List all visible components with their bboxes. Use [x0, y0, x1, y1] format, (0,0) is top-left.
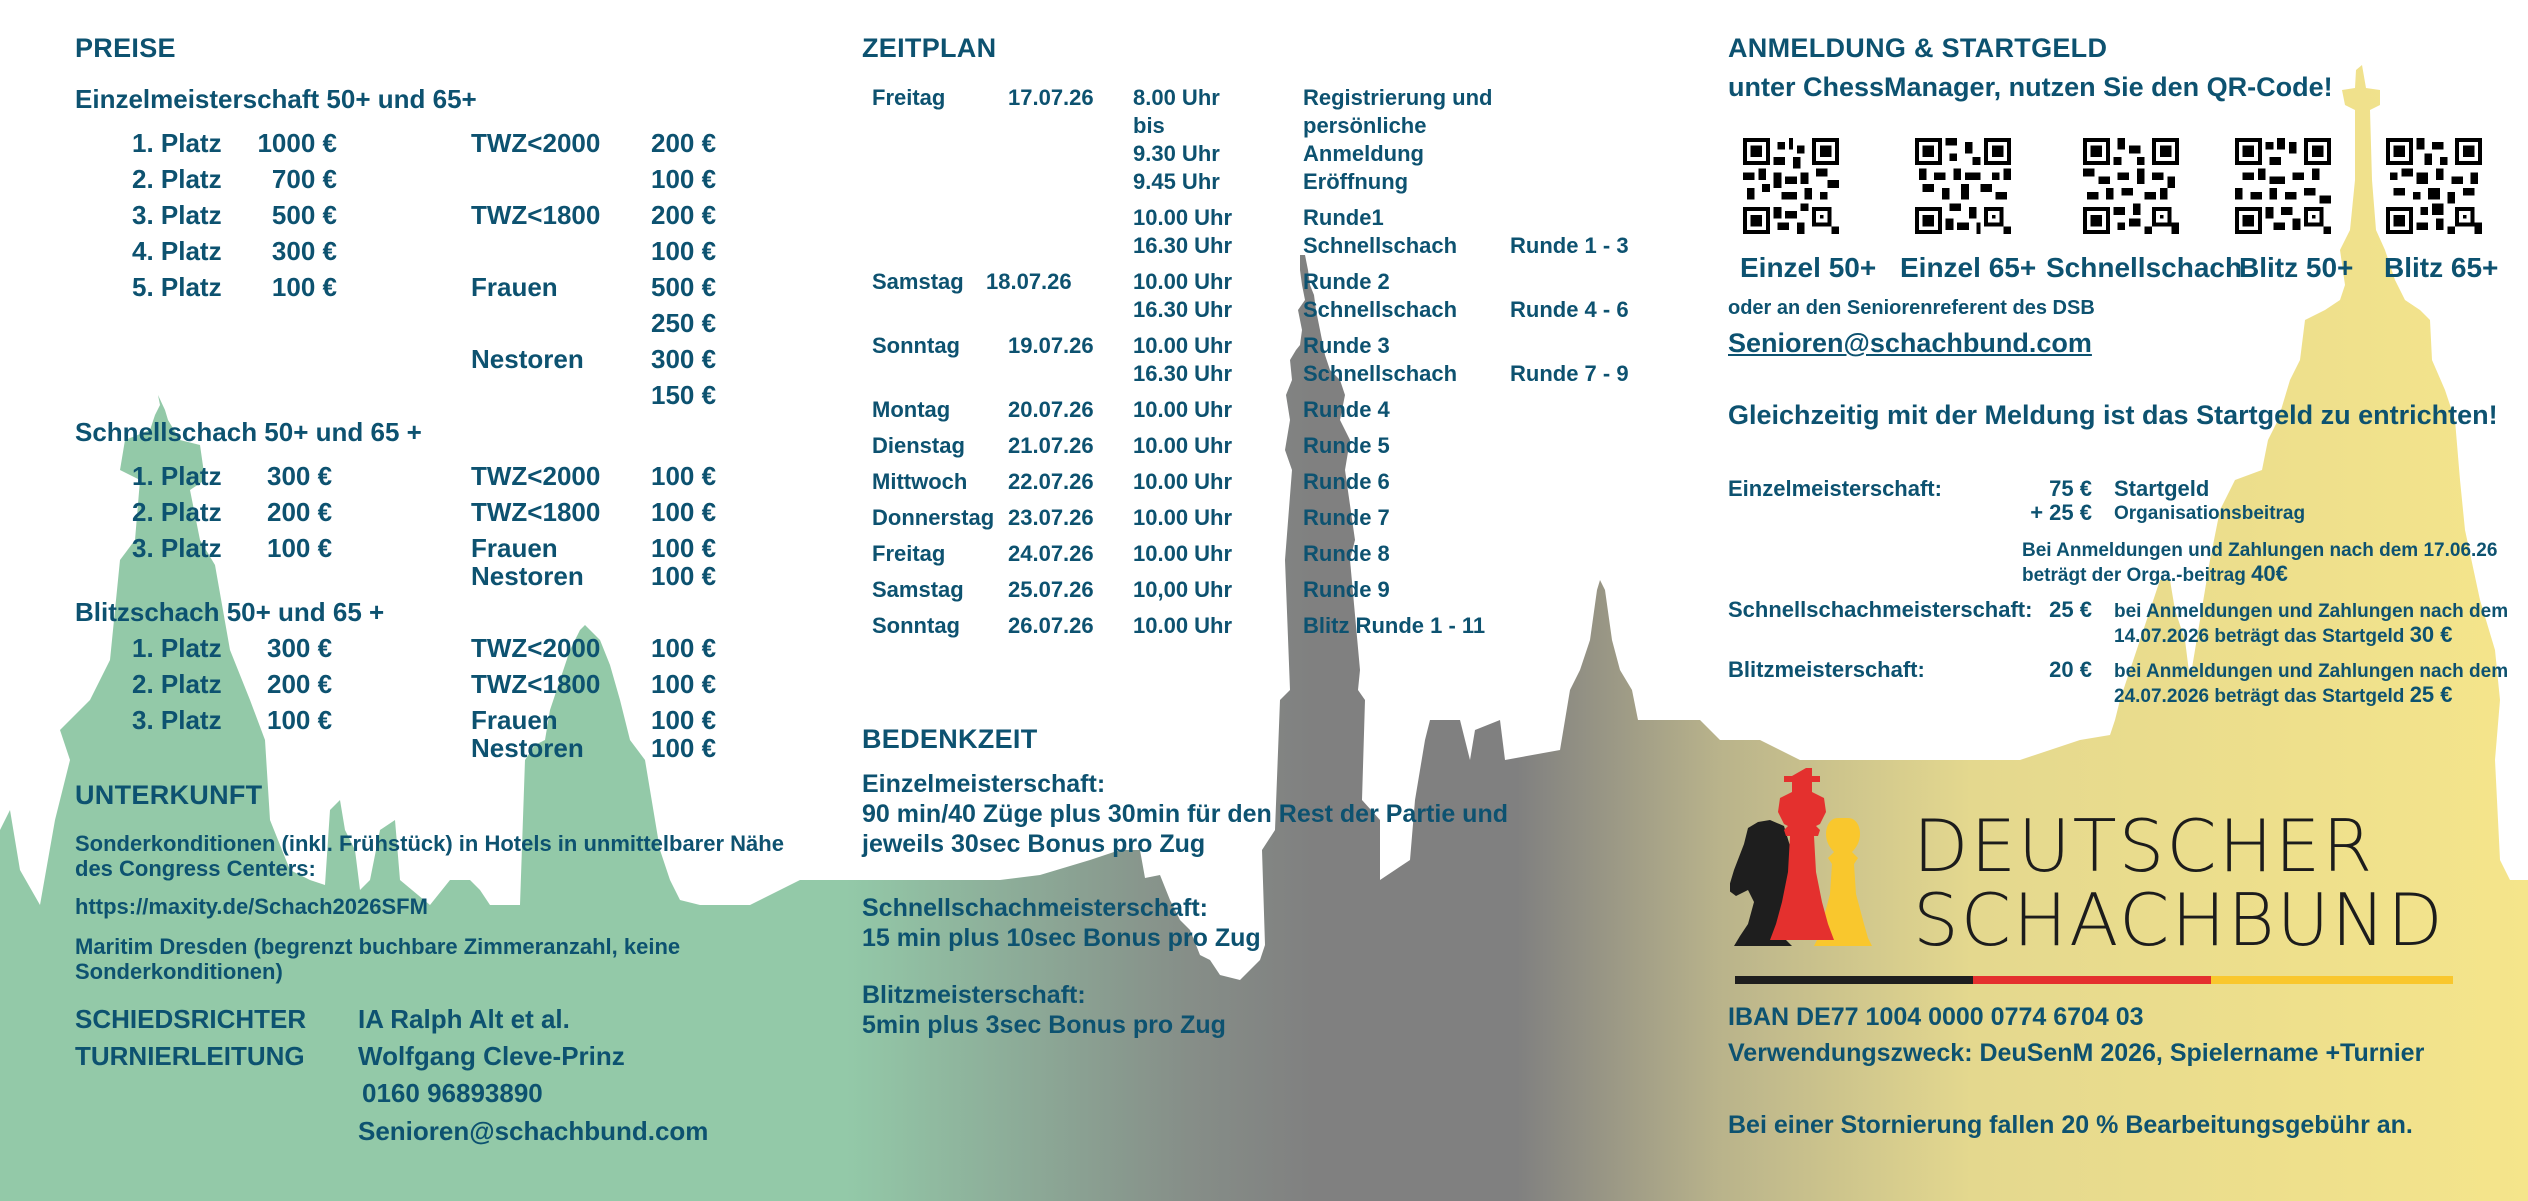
- schedule-event: Runde 5: [1303, 433, 1390, 458]
- fee-label-schnell: Schnellschachmeisterschaft:: [1728, 597, 2033, 622]
- qr-label: Einzel 65+: [1900, 252, 2037, 283]
- special-amount: 300 €: [651, 344, 717, 374]
- qr-code-icon: [1743, 138, 1839, 234]
- schedule-event: Schnellschach: [1303, 233, 1458, 258]
- prize-row: 4. Platz: [132, 236, 222, 266]
- prize-row: 2. Platz: [132, 669, 222, 699]
- special-label: Frauen: [471, 533, 558, 563]
- schedule-event: Schnellschach: [1303, 297, 1458, 322]
- schedule-time: 16.30 Uhr: [1133, 297, 1233, 322]
- schedule-event: Runde 3: [1303, 333, 1390, 358]
- anmeldung-subtitle: unter ChessManager, nutzen Sie den QR-Code!: [1728, 72, 2333, 102]
- einzel-prizes-heading: Einzelmeisterschaft 50+ und 65+: [75, 84, 477, 114]
- unterkunft-text: Sonderkonditionen (inkl. Frühstück) in Hotels in unmittelbarer Nähe des Congress Centers:: [75, 831, 784, 881]
- special-amount: 150 €: [651, 380, 717, 410]
- fee-late-einzel: Bei Anmeldungen und Zahlungen nach dem 17.06.26 beträgt der Orga.-beitrag 40€: [2022, 540, 2498, 586]
- unterkunft-heading: UNTERKUNFT: [75, 780, 263, 810]
- schedule-date: 17.07.26: [1008, 85, 1094, 110]
- schedule-event: Runde 4: [1303, 397, 1390, 422]
- schedule-day: Donnerstag: [872, 505, 995, 530]
- special-label: Nestoren: [471, 561, 584, 591]
- schedule-day: Sonntag: [872, 333, 960, 358]
- schedule-date: 22.07.26: [1008, 469, 1094, 494]
- schedule-extra: Runde 1 - 3: [1510, 233, 1629, 258]
- schedule-day: Samstag: [872, 269, 964, 294]
- schedule-time: 10.00 Uhr: [1133, 505, 1233, 530]
- alt-registration-text: oder an den Seniorenreferent des DSB: [1728, 297, 2095, 319]
- fee-desc-orga: Organisationsbeitrag: [2114, 503, 2306, 524]
- special-label: Frauen: [471, 272, 558, 302]
- prize-amount: 100 €: [267, 705, 333, 735]
- schedule-day: Freitag: [872, 541, 946, 566]
- schedule-event: Runde 7: [1303, 505, 1390, 530]
- schedule-event: Runde 9: [1303, 577, 1390, 602]
- special-label: TWZ<1800: [471, 669, 601, 699]
- schedule-date: 25.07.26: [1008, 577, 1094, 602]
- preise-heading: PREISE: [75, 33, 176, 63]
- schedule-event: Blitz Runde 1 - 11: [1303, 613, 1486, 638]
- special-amount: 100 €: [651, 633, 717, 663]
- prize-amount: 1000 €: [257, 128, 337, 158]
- special-amount: 100 €: [651, 561, 717, 591]
- qr-code-icon: [2386, 138, 2482, 234]
- schedule-time: 10.00 Uhr: [1133, 205, 1233, 230]
- hotel-link[interactable]: https://maxity.de/Schach2026SFM: [75, 894, 428, 919]
- prize-row: 2. Platz: [132, 164, 222, 194]
- bedenkzeit-blitz: Blitzmeisterschaft: 5min plus 3sec Bonus pro Zug: [862, 981, 1226, 1039]
- qr-code-einzel-65[interactable]: [1915, 138, 2011, 234]
- prize-row: 3. Platz: [132, 200, 222, 230]
- chess-pieces-logo-icon: [1730, 768, 1890, 950]
- special-amount: 100 €: [651, 461, 717, 491]
- schedule-date: 24.07.26: [1008, 541, 1094, 566]
- schedule-event: Eröffnung: [1303, 169, 1409, 194]
- schedule-time: bis: [1133, 113, 1165, 138]
- schedule-day: Freitag: [872, 85, 946, 110]
- special-amount: 100 €: [651, 236, 717, 266]
- prize-amount: 700 €: [271, 164, 337, 194]
- contact-phone[interactable]: 0160 96893890: [362, 1078, 543, 1108]
- schedule-event: Runde1: [1303, 205, 1384, 230]
- special-label: TWZ<2000: [471, 633, 601, 663]
- prize-row: 1. Platz: [132, 461, 222, 491]
- schedule-time: 9.30 Uhr: [1133, 141, 1220, 166]
- special-amount: 100 €: [651, 669, 717, 699]
- iban-text: IBAN DE77 1004 0000 0774 6704 03: [1728, 1003, 2144, 1031]
- prize-amount: 300 €: [267, 633, 333, 663]
- turnierleitung-name: Wolfgang Cleve-Prinz: [358, 1041, 625, 1071]
- schedule-time: 10.00 Uhr: [1133, 433, 1233, 458]
- prize-row: 2. Platz: [132, 497, 222, 527]
- schedule-day: Samstag: [872, 577, 964, 602]
- schedule-event: Runde 2: [1303, 269, 1390, 294]
- maritim-text: Maritim Dresden (begrenzt buchbare Zimmeranzahl, keine Sonderkonditionen): [75, 934, 681, 984]
- qr-code-icon: [2235, 138, 2331, 234]
- special-amount: 500 €: [651, 272, 717, 302]
- schedule-date: 18.07.26: [986, 269, 1072, 294]
- prize-amount: 200 €: [267, 669, 333, 699]
- schedule-day: Mittwoch: [872, 469, 968, 494]
- fee-late-schnell: bei Anmeldungen und Zahlungen nach dem 14.07.2026 beträgt das Startgeld 30 €: [2114, 601, 2509, 647]
- contact-email[interactable]: Senioren@schachbund.com: [358, 1116, 709, 1146]
- prize-amount: 100 €: [267, 533, 333, 563]
- schiedsrichter-name: IA Ralph Alt et al.: [358, 1004, 570, 1034]
- prize-amount: 200 €: [267, 497, 333, 527]
- schedule-time: 10.00 Uhr: [1133, 397, 1233, 422]
- special-label: TWZ<1800: [471, 200, 601, 230]
- special-amount: 100 €: [651, 497, 717, 527]
- qr-code-blitz-50[interactable]: [2235, 138, 2331, 234]
- bedenkzeit-einzel: Einzelmeisterschaft: 90 min/40 Züge plus 30min für den Rest der Partie und jeweils 30sec Bonus pro Zug: [862, 770, 1508, 858]
- schedule-date: 20.07.26: [1008, 397, 1094, 422]
- special-label: TWZ<2000: [471, 461, 601, 491]
- schedule-event: Anmeldung: [1303, 141, 1424, 166]
- bedenkzeit-heading: BEDENKZEIT: [862, 724, 1038, 754]
- prize-amount: 300 €: [267, 461, 333, 491]
- payment-notice: Gleichzeitig mit der Meldung ist das Startgeld zu entrichten!: [1728, 400, 2498, 430]
- schedule-event: Runde 8: [1303, 541, 1390, 566]
- qr-label: Einzel 50+: [1740, 252, 1877, 283]
- fee-amount-blitz: 20 €: [2049, 657, 2092, 682]
- prize-amount: 500 €: [271, 200, 337, 230]
- qr-code-icon: [2083, 138, 2179, 234]
- flag-bar-gold: [2211, 976, 2453, 984]
- schedule-date: 26.07.26: [1008, 613, 1094, 638]
- fee-late-blitz: bei Anmeldungen und Zahlungen nach dem 24.07.2026 beträgt das Startgeld 25 €: [2114, 661, 2509, 707]
- bedenkzeit-schnell: Schnellschachmeisterschaft: 15 min plus 10sec Bonus pro Zug: [862, 894, 1261, 952]
- special-label: Nestoren: [471, 733, 584, 763]
- schedule-day: Sonntag: [872, 613, 960, 638]
- schiedsrichter-label: SCHIEDSRICHTER: [75, 1004, 307, 1034]
- zeitplan-heading: ZEITPLAN: [862, 33, 997, 63]
- fee-amount-schnell: 25 €: [2049, 597, 2092, 622]
- schedule-event: Runde 6: [1303, 469, 1390, 494]
- payment-purpose: Verwendungszweck: DeuSenM 2026, Spielername +Turnier: [1728, 1039, 2425, 1067]
- schedule-time: 10.00 Uhr: [1133, 469, 1233, 494]
- schedule-extra: Runde 7 - 9: [1510, 361, 1629, 386]
- schedule-time: 10,00 Uhr: [1133, 577, 1233, 602]
- schedule-time: 16.30 Uhr: [1133, 233, 1233, 258]
- schedule-date: 21.07.26: [1008, 433, 1094, 458]
- prize-row: 3. Platz: [132, 533, 222, 563]
- schedule-extra: Runde 4 - 6: [1510, 297, 1629, 322]
- fee-amount-einzel: 75 €: [2049, 476, 2092, 501]
- turnierleitung-label: TURNIERLEITUNG: [75, 1041, 305, 1071]
- special-label: TWZ<1800: [471, 497, 601, 527]
- special-label: Nestoren: [471, 344, 584, 374]
- prize-row: 1. Platz: [132, 128, 222, 158]
- prize-row: 1. Platz: [132, 633, 222, 663]
- qr-label: Blitz 50+: [2239, 252, 2354, 283]
- schedule-time: 8.00 Uhr: [1133, 85, 1220, 110]
- flag-bar-black: [1735, 976, 1973, 984]
- special-label: Frauen: [471, 705, 558, 735]
- special-amount: 100 €: [651, 705, 717, 735]
- qr-label: Schnellschach: [2046, 252, 2243, 283]
- special-amount: 100 €: [651, 164, 717, 194]
- cancellation-notice: Bei einer Stornierung fallen 20 % Bearbeitungsgebühr an.: [1728, 1111, 2413, 1139]
- special-amount: 100 €: [651, 533, 717, 563]
- schnell-prizes-heading: Schnellschach 50+ und 65 +: [75, 417, 422, 447]
- special-amount: 100 €: [651, 733, 717, 763]
- logo-text-line1: DEUTSCHER: [1913, 804, 2375, 888]
- fee-desc-einzel: Startgeld: [2114, 476, 2210, 501]
- schedule-event: persönliche: [1303, 113, 1427, 138]
- prize-amount: 300 €: [271, 236, 337, 266]
- fee-amount-orga: + 25 €: [2030, 500, 2092, 525]
- qr-label: Blitz 65+: [2384, 252, 2499, 283]
- fee-label-blitz: Blitzmeisterschaft:: [1728, 657, 1925, 682]
- schedule-time: 16.30 Uhr: [1133, 361, 1233, 386]
- schedule-day: Dienstag: [872, 433, 965, 458]
- schedule-time: 9.45 Uhr: [1133, 169, 1220, 194]
- schedule-time: 10.00 Uhr: [1133, 613, 1233, 638]
- schedule-event: Schnellschach: [1303, 361, 1458, 386]
- special-amount: 250 €: [651, 308, 717, 338]
- special-label: TWZ<2000: [471, 128, 601, 158]
- qr-code-icon: [1915, 138, 2011, 234]
- prize-row: 3. Platz: [132, 705, 222, 735]
- registration-email-link[interactable]: Senioren@schachbund.com: [1728, 328, 2092, 358]
- schedule-time: 10.00 Uhr: [1133, 541, 1233, 566]
- schedule-time: 10.00 Uhr: [1133, 269, 1233, 294]
- fee-label-einzel: Einzelmeisterschaft:: [1728, 476, 1942, 501]
- schedule-date: 23.07.26: [1008, 505, 1094, 530]
- qr-code-blitz-65[interactable]: [2386, 138, 2482, 234]
- schedule-date: 19.07.26: [1008, 333, 1094, 358]
- flag-bar-red: [1973, 976, 2211, 984]
- prize-row: 5. Platz: [132, 272, 222, 302]
- anmeldung-heading: ANMELDUNG & STARTGELD: [1728, 33, 2108, 63]
- blitz-prizes-heading: Blitzschach 50+ und 65 +: [75, 597, 385, 627]
- qr-code-schnellschach[interactable]: [2083, 138, 2179, 234]
- schedule-event: Registrierung und: [1303, 85, 1493, 110]
- special-amount: 200 €: [651, 128, 717, 158]
- logo-text-line2: SCHACHBUND: [1913, 878, 2445, 962]
- schedule-time: 10.00 Uhr: [1133, 333, 1233, 358]
- schedule-day: Montag: [872, 397, 951, 422]
- prize-amount: 100 €: [271, 272, 337, 302]
- qr-code-einzel-50[interactable]: [1743, 138, 1839, 234]
- special-amount: 200 €: [651, 200, 717, 230]
